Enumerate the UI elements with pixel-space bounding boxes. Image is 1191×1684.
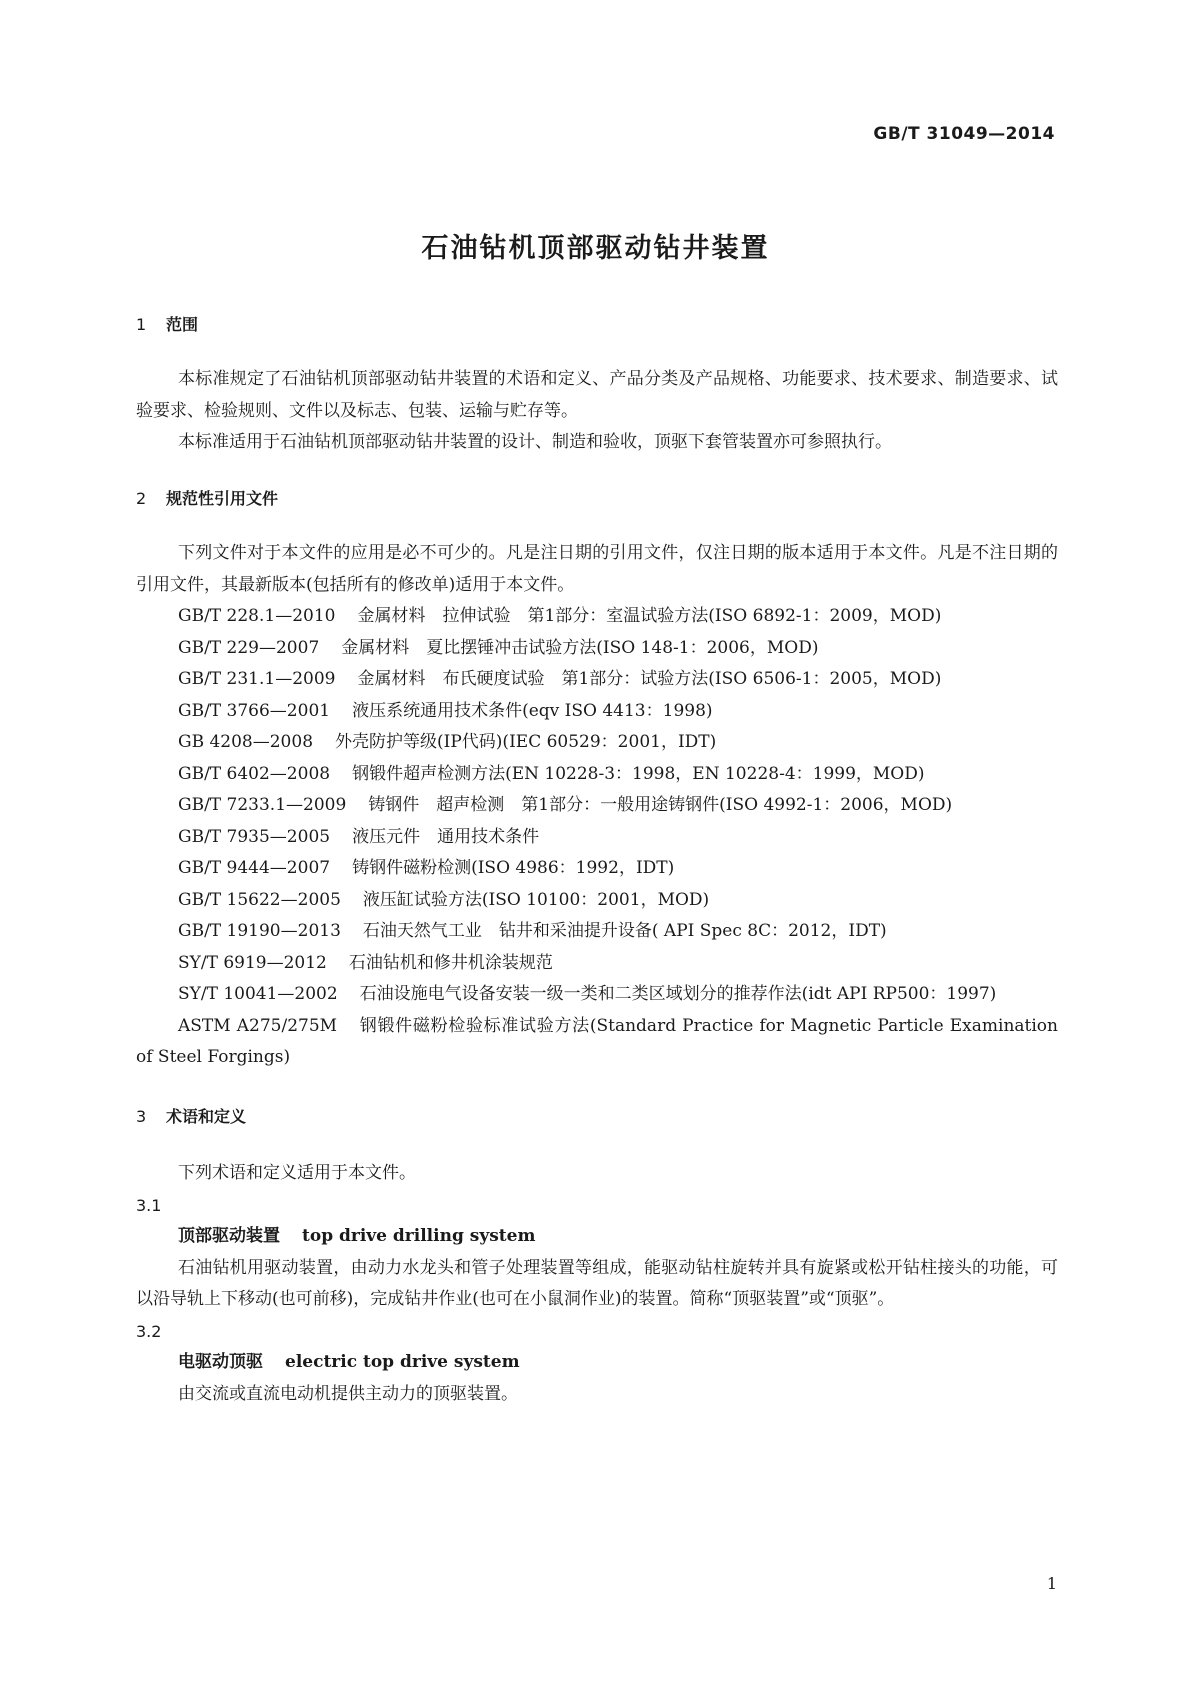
reference-title: 液压缸试验方法(ISO 10100：2001，MOD) bbox=[362, 889, 710, 910]
reference-title: 外壳防护等级(IP代码)(IEC 60529：2001，IDT) bbox=[335, 732, 717, 752]
reference-code: GB/T 6402—2008 bbox=[178, 763, 331, 784]
reference-item bbox=[136, 916, 1058, 948]
reference-code: GB/T 9444—2007 bbox=[178, 858, 331, 878]
reference-title: 铸钢件 超声检测 第1部分：一般用途铸钢件(ISO 4992-1：2006，MOD) bbox=[368, 795, 953, 815]
reference-title: 钢锻件磁粉检验标准试验方法(Standard Practice for Magnetic Particle Examination of Steel Forgings) bbox=[136, 1015, 1058, 1067]
term-en: top drive drilling system bbox=[302, 1226, 536, 1246]
section-1-heading bbox=[136, 312, 198, 335]
reference-title: 石油钻机和修井机涂装规范 bbox=[348, 952, 553, 973]
term-heading bbox=[136, 1347, 1058, 1379]
reference-item bbox=[136, 790, 1058, 822]
section-2-body bbox=[136, 538, 1058, 1074]
reference-title: 金属材料 布氏硬度试验 第1部分：试验方法(ISO 6506-1：2005，MOD) bbox=[357, 669, 942, 689]
reference-title: 钢锻件超声检测方法(EN 10228-3：1998，EN 10228-4：1999，MOD) bbox=[352, 763, 925, 784]
reference-item bbox=[136, 822, 1058, 854]
reference-code: GB/T 231.1—2009 bbox=[178, 669, 336, 689]
reference-title: 石油设施电气设备安装一级一类和二类区域划分的推荐作法(idt API RP500：1997) bbox=[359, 984, 997, 1004]
reference-code: GB/T 7935—2005 bbox=[178, 826, 331, 847]
reference-code: GB/T 3766—2001 bbox=[178, 700, 331, 721]
reference-code: SY/T 10041—2002 bbox=[178, 984, 338, 1004]
clause-number: 3.2 bbox=[136, 1321, 162, 1341]
term-heading bbox=[136, 1221, 1058, 1253]
section-2-heading bbox=[136, 486, 278, 509]
reference-code: GB/T 228.1—2010 bbox=[178, 606, 336, 626]
clause-number: 3.1 bbox=[136, 1195, 162, 1215]
reference-title: 液压系统通用技术条件(eqv ISO 4413：1998) bbox=[352, 700, 713, 721]
reference-item bbox=[136, 948, 1058, 980]
paragraph: 下列术语和定义适用于本文件。 bbox=[178, 1163, 416, 1183]
section-number: 2 bbox=[136, 489, 147, 508]
section-title: 范围 bbox=[166, 315, 199, 334]
term-definition: 石油钻机用驱动装置，由动力水龙头和管子处理装置等组成，能驱动钻柱旋转并具有旋紧或松开钻柱接头的功能，可以沿导轨上下移动(也可前移)，完成钻井作业(也可在小鼠洞作业)的装置。简称“顶驱装置”或“顶驱”。 bbox=[136, 1257, 1058, 1309]
document-title: 石油钻机顶部驱动钻井装置 bbox=[421, 233, 770, 264]
reference-code: GB/T 15622—2005 bbox=[178, 889, 341, 910]
reference-item bbox=[136, 885, 1058, 917]
reference-title: 铸钢件磁粉检测(ISO 4986：1992，IDT) bbox=[352, 858, 675, 878]
section-number: 1 bbox=[136, 315, 147, 334]
term-zh: 顶部驱动装置 bbox=[178, 1226, 280, 1246]
term-zh: 电驱动顶驱 bbox=[178, 1352, 263, 1372]
section-3-heading bbox=[136, 1104, 246, 1127]
reference-code: GB/T 7233.1—2009 bbox=[178, 795, 347, 815]
reference-title: 金属材料 拉伸试验 第1部分：室温试验方法(ISO 6892-1：2009，MOD) bbox=[357, 606, 942, 626]
reference-item bbox=[136, 696, 1058, 728]
reference-item bbox=[136, 664, 1058, 696]
standard-number: GB/T 31049—2014 bbox=[873, 124, 1055, 144]
reference-code: ASTM A275/275M bbox=[178, 1015, 338, 1036]
reference-code: GB/T 19190—2013 bbox=[178, 921, 341, 941]
section-1-body bbox=[136, 364, 1058, 459]
term-definition: 由交流或直流电动机提供主动力的顶驱装置。 bbox=[178, 1383, 518, 1404]
section-number: 3 bbox=[136, 1107, 147, 1126]
reference-code: GB 4208—2008 bbox=[178, 732, 314, 752]
reference-code: SY/T 6919—2012 bbox=[178, 952, 327, 973]
reference-title: 液压元件 通用技术条件 bbox=[352, 826, 540, 847]
term-en: electric top drive system bbox=[285, 1352, 520, 1372]
section-3-body bbox=[136, 1158, 1058, 1410]
section-title: 术语和定义 bbox=[166, 1107, 247, 1126]
reference-item bbox=[136, 853, 1058, 885]
reference-item bbox=[136, 727, 1058, 759]
page-number: 1 bbox=[1046, 1574, 1057, 1593]
paragraph: 本标准规定了石油钻机顶部驱动钻井装置的术语和定义、产品分类及产品规格、功能要求、技术要求、制造要求、试验要求、检验规则、文件以及标志、包装、运输与贮存等。 bbox=[136, 369, 1058, 421]
reference-item bbox=[136, 759, 1058, 791]
paragraph: 本标准适用于石油钻机顶部驱动钻井装置的设计、制造和验收，顶驱下套管装置亦可参照执行。 bbox=[178, 432, 892, 452]
reference-code: GB/T 229—2007 bbox=[178, 637, 320, 658]
reference-title: 石油天然气工业 钻井和采油提升设备( API Spec 8C：2012，IDT) bbox=[362, 921, 887, 941]
reference-item bbox=[136, 1011, 1058, 1074]
paragraph: 下列文件对于本文件的应用是必不可少的。凡是注日期的引用文件，仅注日期的版本适用于本文件。凡是不注日期的引用文件，其最新版本(包括所有的修改单)适用于本文件。 bbox=[136, 543, 1058, 595]
reference-item bbox=[136, 979, 1058, 1011]
section-title: 规范性引用文件 bbox=[166, 489, 279, 508]
reference-item bbox=[136, 633, 1058, 665]
reference-title: 金属材料 夏比摆锤冲击试验方法(ISO 148-1：2006，MOD) bbox=[341, 637, 819, 658]
reference-item bbox=[136, 601, 1058, 633]
